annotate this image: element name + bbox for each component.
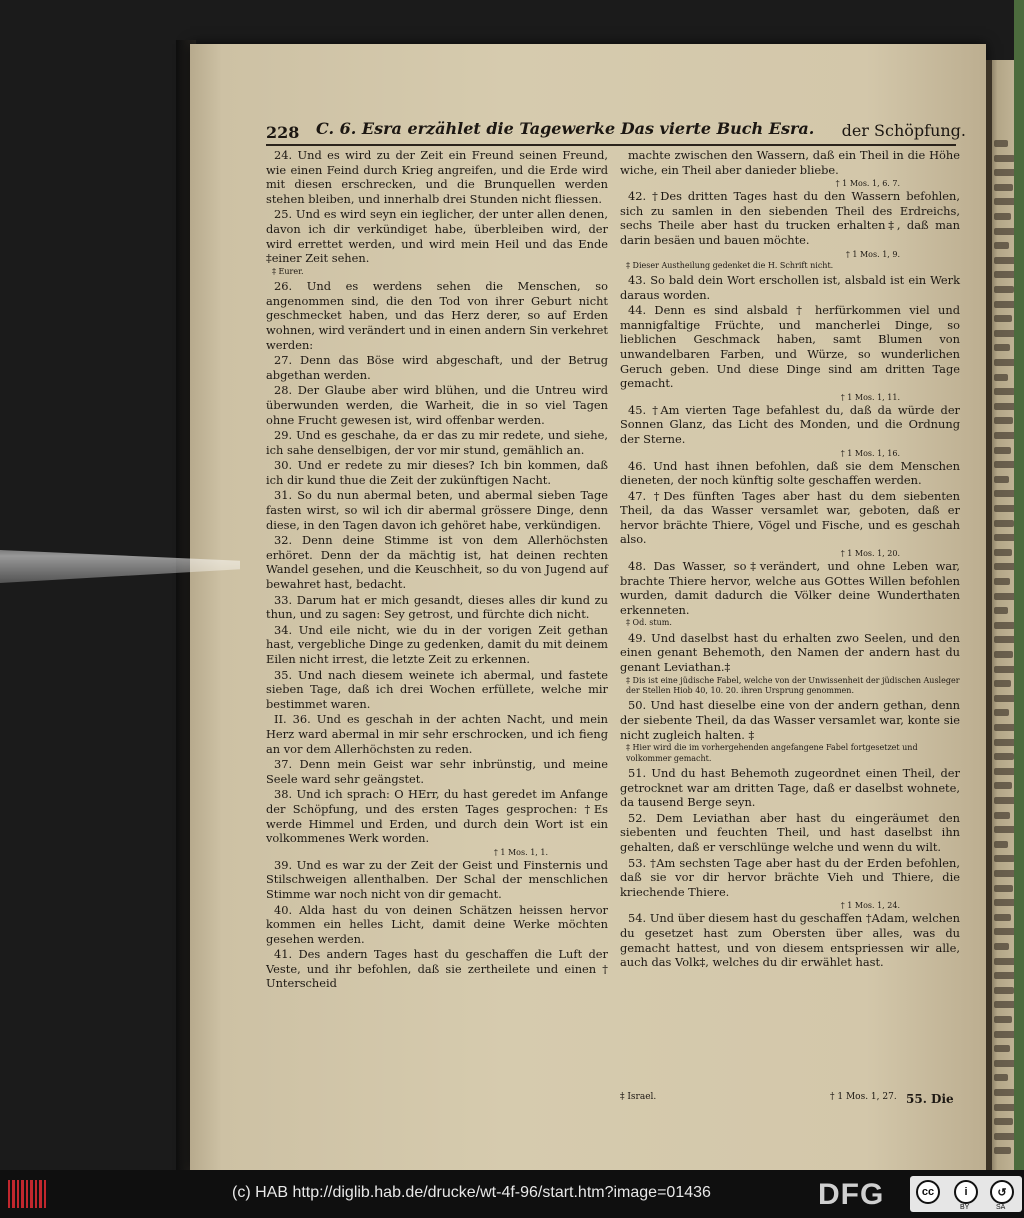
next-page-text-line: [994, 286, 1014, 293]
footnote: ‡ Hier wird die im vorhergehenden angefangene Fabel fortgesetzet und volkommer gemacht.: [626, 743, 918, 763]
verse-paragraph: 35. Und nach diesem weinete ich abermal, und fastete sieben Tage, daß ich drei Wochen erfüllete, welche mir bestimmet waren.: [266, 667, 608, 711]
verse-paragraph: 28. Der Glaube aber wird blühen, und die Untreu wird überwunden werden, die Warheit, die in so viel Tagen ohne Frucht gewesen ist, wird offenbar werden.: [266, 383, 608, 427]
share-alike-icon: ↺: [990, 1180, 1014, 1204]
verse-paragraph: 37. Denn mein Geist war sehr inbrünstig, und meine Seele ward sehr geängstet.: [266, 757, 608, 786]
next-page-text-line: [994, 344, 1010, 351]
next-page-text-line: [994, 388, 1015, 395]
next-page-text-line: [994, 709, 1009, 716]
next-page-text-line: [994, 841, 1008, 848]
cross-reference: † 1 Mos. 1, 11.: [840, 392, 900, 402]
next-page-text-line: [994, 987, 1014, 994]
cross-reference: † 1 Mos. 1, 9.: [845, 249, 900, 259]
next-page-text-line: [994, 812, 1010, 819]
next-page-text-line: [994, 578, 1010, 585]
verse-paragraph: 51. Und du hast Behemoth zugeordnet einen Theil, der getrocknet war am dritten Tage, daß er daselbst wohnete, da tausend Berge seyn.: [620, 766, 960, 810]
header-rule: [266, 144, 956, 146]
verse-paragraph: 25. Und es wird seyn ein ieglicher, der unter allen denen, davon ich dir verkündiget habe, überbleiben wird, der wird errettet werden, und wird mein Heil und das Ende ‡einer Zeit sehen.: [266, 207, 608, 266]
next-page-text-line: [994, 914, 1011, 921]
next-page-text-line: [994, 155, 1015, 162]
verse-paragraph: 45. †Am vierten Tage befahlest du, daß da würde der Sonnen Glanz, das Licht des Monden, und die Ordnung der Sterne.: [620, 402, 960, 446]
next-page-text-line: [994, 374, 1008, 381]
cross-reference: † 1 Mos. 1, 1.: [493, 847, 548, 857]
verse-paragraph: 43. So bald dein Wort erschollen ist, alsbald ist ein Werk daraus worden.: [620, 272, 960, 302]
verse-paragraph: 50. Und hast dieselbe eine von der andern gethan, denn der siebente Theil, da das Wasser versamlet war, konte sie nicht zugleich halten. ‡: [620, 698, 960, 742]
verse-paragraph: 44. Denn es sind alsbald † herfürkommen viel und mannigfaltige Früchte, und mancherlei Dinge, so lieblichen Geschmack haben, samt Blumen von unwandelbaren Farben, und Würze, so wunderlichen Geruch geben. Und diese Dinge sind am dritten Tage gemacht.: [620, 303, 960, 391]
footnote: ‡ Od. stum.: [626, 618, 672, 628]
verse-paragraph: 24. Und es wird zu der Zeit ein Freund seinen Freund, wie einen Feind durch Krieg angreifen, und die Erde wird mit diesen erschrecken, und die Brunquellen werden stehen bleiben, und innerhalb drei Stunden nicht fliessen.: [266, 148, 608, 206]
verse-paragraph: 54. Und über diesem hast du geschaffen †Adam, welchen du gesetzet hast zum Obersten über alles, was du gemacht hattest, und von diesem entspriessen wir alle, auch das Volk‡, welches du dir erwählet hast.: [620, 911, 960, 970]
next-page-text-line: [994, 1118, 1013, 1125]
next-page-text-line: [994, 724, 1016, 731]
by-label: BY: [960, 1204, 970, 1211]
cc-icon: cc: [916, 1180, 940, 1204]
footnote: ‡ Dis ist eine jüdische Fabel, welche von der Unwissenheit der jüdischen Ausleger der Stellen Hiob 40, 10. 20. ihren Ursprung genommen.: [626, 675, 960, 696]
bookmark-ribbon: [1014, 0, 1024, 1170]
verse-paragraph: 27. Denn das Böse wird abgeschaft, und der Betrug abgethan werden.: [266, 353, 608, 382]
verse-paragraph: 30. Und er redete zu mir dieses? Ich bin kommen, daß ich dir kund thue die Zeit der zukünftigen Nacht.: [266, 458, 608, 487]
verse-paragraph: 40. Alda hast du von deinen Schätzen heissen hervor kommen ein helles Licht, damit deine Werke möchten gesehen werden.: [266, 902, 608, 946]
verse-paragraph: 41. Des andern Tages hast du geschaffen die Luft der Veste, und ihr befohlen, daß sie zertheilete und einen † Unterscheid: [266, 947, 608, 991]
next-page-text-line: [994, 680, 1011, 687]
next-page-text-line: [994, 1147, 1011, 1154]
verse-paragraph: 42. †Des dritten Tages hast du den Wassern befohlen, sich zu samlen in den siebenden Theil des Erdreichs, sechs Theile aber hast du trucken erhalten‡, daß man darin besäen und bauen möchte.: [620, 189, 960, 247]
next-page-text-line: [994, 140, 1008, 147]
book-page: [190, 44, 986, 1170]
next-page-text-line: [994, 1089, 1015, 1096]
footer-bar: [0, 1170, 1024, 1218]
next-page-text-line: [994, 753, 1014, 760]
attribution-icon: i: [954, 1180, 978, 1204]
verse-paragraph: 52. Dem Leviathan aber hast du eingeräumet den siebenten und feuchten Theil, und hast daselbst ihn gehalten, daß er verschlünge welche und wenn du wilt.: [620, 810, 960, 854]
cross-reference: † 1 Mos. 1, 20.: [840, 549, 900, 559]
page-edge: [986, 60, 992, 1170]
verse-paragraph: 31. So du nun abermal beten, und abermal sieben Tage fasten wirst, so wil ich dir abermal grössere Dinge, denn diese, in den Tagen davon ich gehöret habe, verkündigen.: [266, 488, 608, 532]
verse-paragraph: machte zwischen den Wassern, daß ein Theil in die Höhe wiche, ein Theil aber danieder bliebe.: [620, 148, 960, 177]
next-page-text-line: [994, 622, 1015, 629]
next-page-text-line: [994, 782, 1012, 789]
verse-paragraph: 46. Und hast ihnen befohlen, daß sie dem Menschen dieneten, der noch künftig solte geschaffen werden.: [620, 458, 960, 488]
header-title: C. 6. Esra erzählet die Tagewerke Das vierte Buch Esra.: [316, 119, 815, 138]
verse-paragraph: 49. Und daselbst hast du erhalten zwo Seelen, und den einen genant Behemoth, den Namen der andern hast du genant Leviathan.‡: [620, 630, 960, 675]
next-page-text-line: [994, 958, 1016, 965]
cross-reference: † 1 Mos. 1, 6. 7.: [835, 179, 900, 189]
next-page-text-line: [994, 447, 1011, 454]
verse-paragraph: 53. †Am sechsten Tage aber hast du der Erden befohlen, daß sie vor dir hervor brächte Vieh und Thiere, die kriechende Thiere.: [620, 855, 960, 899]
next-page-text-line: [994, 607, 1008, 614]
next-page-text-line: [994, 549, 1012, 556]
next-page-text-line: [994, 315, 1012, 322]
sa-label: SA: [996, 1204, 1006, 1211]
cc-license-badge[interactable]: [910, 1176, 1022, 1212]
running-header: [266, 117, 966, 147]
bottom-footnote: ‡ Israel.: [620, 1092, 657, 1102]
footnote: ‡ Dieser Austheilung gedenket die H. Schrift nicht.: [626, 260, 834, 270]
dfg-logo[interactable]: DFG: [818, 1178, 885, 1211]
verse-paragraph: 32. Denn deine Stimme ist von dem Allerhöchsten erhöret. Denn der da mächtig ist, hat deinen rechten Wandel gesehen, und die Keuschheit, so du von Jugend auf bewahret hast, bedacht.: [266, 533, 608, 592]
next-page-text-line: [994, 257, 1016, 264]
footnote: ‡ Eurer.: [272, 266, 304, 276]
next-page-text-line: [994, 651, 1013, 658]
cross-reference: † 1 Mos. 1, 16.: [840, 448, 900, 458]
bottom-reference: † 1 Mos. 1, 27.: [830, 1092, 897, 1102]
verse-paragraph: 34. Und eile nicht, wie du in der vorigen Zeit gethan hast, vergebliche Dinge zu gedenken, damit du mit deinem Eilen nicht irrest, die letzte Zeit zu erkennen.: [266, 622, 608, 666]
next-page-text-line: [994, 184, 1013, 191]
verse-paragraph: 38. Und ich sprach: O HErr, du hast geredet im Anfange der Schöpfung, und des ersten Tages gesprochen: †Es werde Himmel und Erden, und durch dein Wort ist ein volkommenes Werk worden.: [266, 787, 608, 846]
next-page-text-line: [994, 1074, 1008, 1081]
verse-paragraph: 29. Und es geschahe, da er das zu mir redete, und siehe, ich sahe denselbigen, der vor mir stund, gemählich an.: [266, 428, 608, 457]
verse-paragraph: II. 36. Und es geschah in der achten Nacht, und mein Herz ward abermal in mir sehr erschrocken, und ich fieng an vor dem Allerhöchsten zu reden.: [266, 712, 608, 756]
verse-paragraph: 39. Und es war zu der Zeit der Geist und Finsternis und Stilschweigen allenthalben. Der Schal der menschlichen Stimme war noch nicht von dir gemacht.: [266, 857, 608, 901]
copyright-link[interactable]: (c) HAB http://diglib.hab.de/drucke/wt-4f-96/start.htm?image=01436: [232, 1184, 711, 1201]
left-column: [266, 148, 608, 992]
catchword: 55. Die: [906, 1092, 954, 1106]
next-page-text-line: [994, 885, 1013, 892]
verse-paragraph: 33. Darum hat er mich gesandt, dieses alles dir kund zu thun, und zu sagen: Sey getrost, und fürchte dich nicht.: [266, 592, 608, 622]
next-page-text-line: [994, 242, 1009, 249]
next-page-text-line: [994, 476, 1009, 483]
next-page-text-line: [994, 490, 1016, 497]
next-page-text-line: [994, 213, 1011, 220]
verse-paragraph: 47. †Des fünften Tages aber hast du dem siebenten Theil, da das Wasser versamlet war, geboten, daß er hervor brächte Thiere, Vögel und Fische, und es geschah also.: [620, 488, 960, 547]
verse-paragraph: 26. Und es werdens sehen die Menschen, so angenommen sind, die den Tod von ihrer Geburt nicht geschmecket haben, und das Herz derer, so auf Erden wohnen, wird verändert und in einen andern Sin verkehret werden:: [266, 279, 608, 352]
verse-paragraph: 48. Das Wasser, so‡verändert, und ohne Leben war, brachte Thiere hervor, welche aus GOttes Willen befohlen wurden, damit dadurch die Völker deine Wunderthaten erkenneten.: [620, 559, 960, 617]
right-column: [620, 148, 960, 971]
next-page-text-line: [994, 1045, 1010, 1052]
next-page-text-line: [994, 855, 1015, 862]
page-number: 228: [266, 123, 300, 142]
next-page-text-line: [994, 1016, 1012, 1023]
header-right-title: der Schöpfung.: [841, 121, 966, 140]
cross-reference: † 1 Mos. 1, 24.: [840, 901, 900, 911]
next-page-text-line: [994, 943, 1009, 950]
next-page-text-line: [994, 520, 1014, 527]
next-page-text-line: [994, 417, 1013, 424]
hab-logo-icon[interactable]: [8, 1180, 46, 1208]
